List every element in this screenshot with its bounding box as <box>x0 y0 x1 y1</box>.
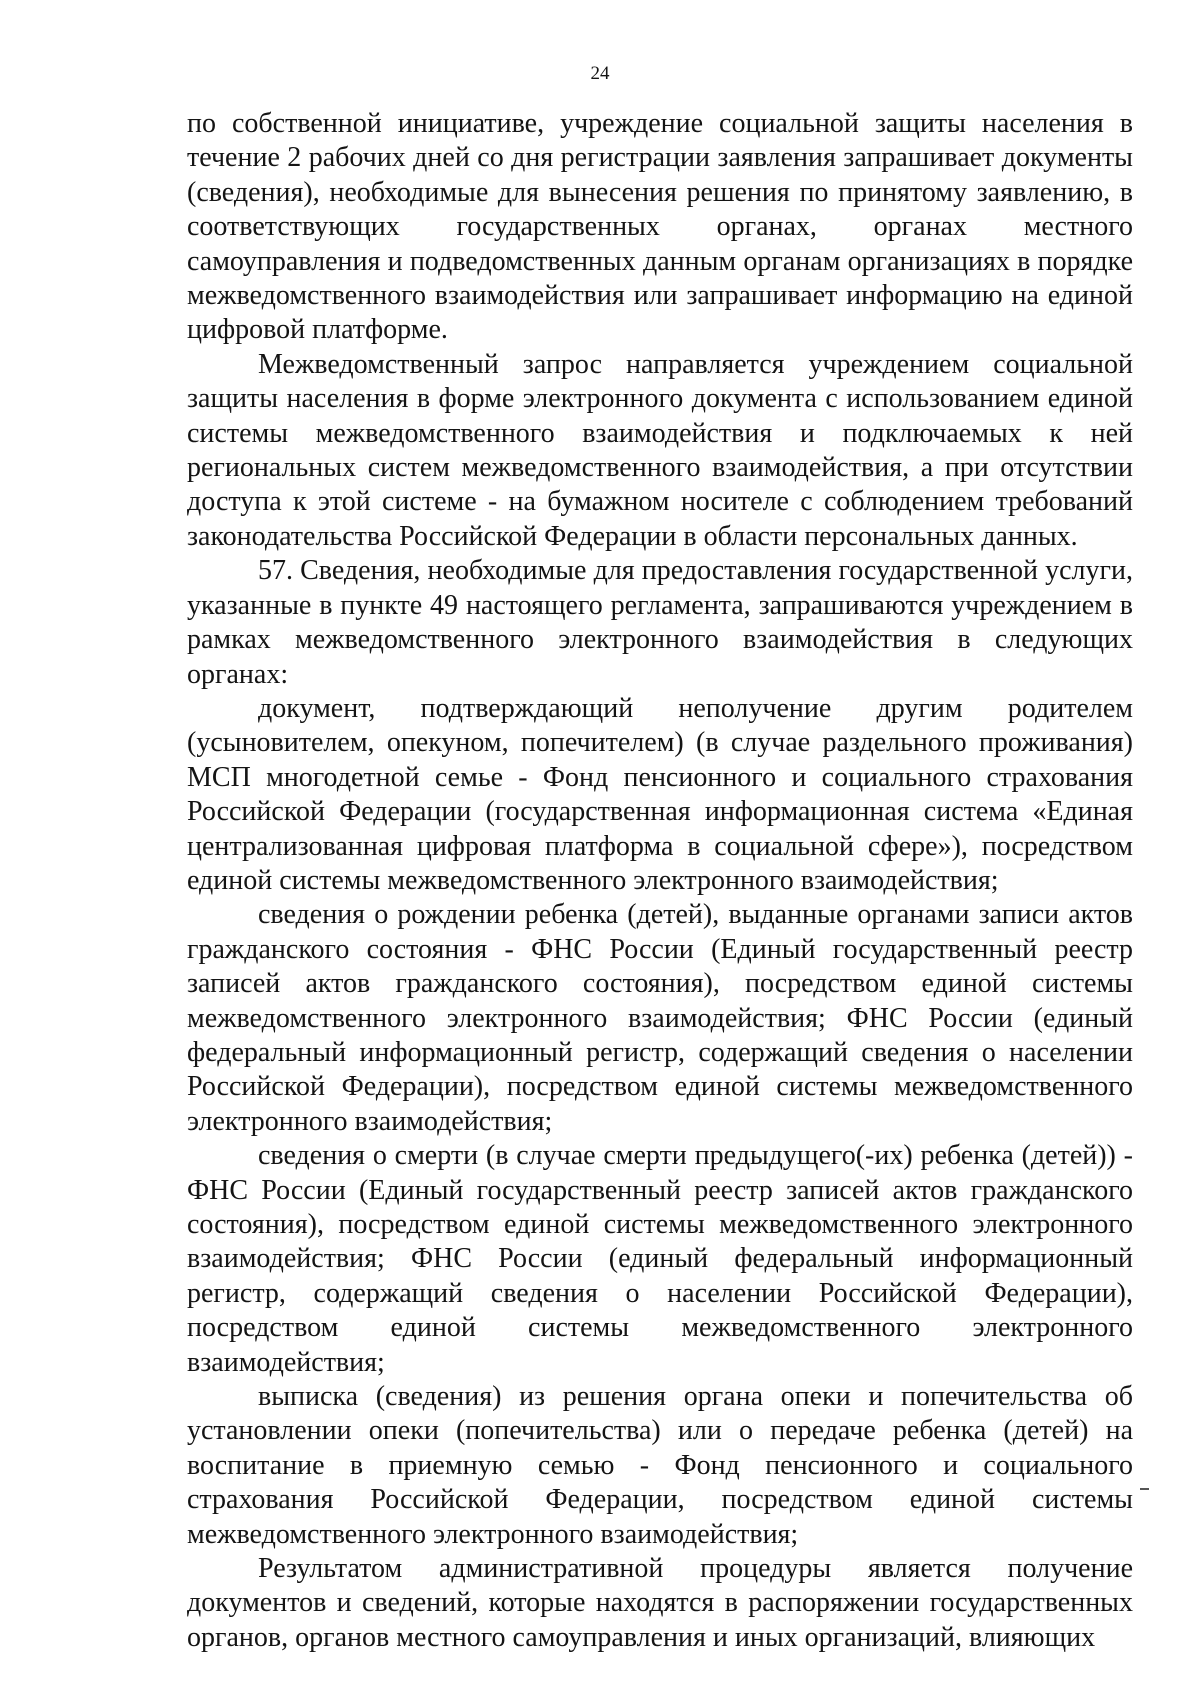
scan-mark <box>1140 1488 1149 1490</box>
paragraph-death-records: сведения о смерти (в случае смерти предыдущего(-их) ребенка (детей)) - ФНС России (Единый государственный реестр записей актов гражданского состояния), посредством единой системы межведомственного электронного взаимодействия; ФНС России (единый федеральный информационный регистр, содержащий сведения о населении Российской Федерации), посредством единой системы межведомственного электронного взаимодействия; <box>187 1140 1133 1378</box>
paragraph-clause-57: 57. Сведения, необходимые для предоставления государственной услуги, указанные в пункте 49 настоящего регламента, запрашиваются учреждением в рамках межведомственного электронного взаимодействия в следующих органах: <box>187 555 1133 690</box>
page-number: 24 <box>590 63 610 84</box>
paragraph-guardianship-extract: выписка (сведения) из решения органа опеки и попечительства об установлении опеки (попечительства) или о передаче ребенка (детей) на воспитание в приемную семью - Фонд пенсионного и социального страхования Российской Федерации, посредством единой системы межведомственного электронного взаимодействия; <box>187 1381 1133 1550</box>
document-body <box>187 107 1133 1655</box>
paragraph-initiative: по собственной инициативе, учреждение социальной защиты населения в течение 2 рабочих дней со дня регистрации заявления запрашивает документы (сведения), необходимые для вынесения решения по принятому заявлению, в соответствующих государственных органах, органах местного самоуправления и подведомственных данным органам организациях в порядке межведомственного взаимодействия или запрашивает информацию на единой цифровой платформе. <box>187 108 1133 346</box>
paragraph-non-receipt-document: документ, подтверждающий неполучение другим родителем (усыновителем, опекуном, попечителем) (в случае раздельного проживания) МСП многодетной семье - Фонд пенсионного и социального страхования Российской Федерации (государственная информационная система «Единая централизованная цифровая платформа в социальной сфере»), посредством единой системы межведомственного электронного взаимодействия; <box>187 692 1133 896</box>
paragraph-birth-records: сведения о рождении ребенка (детей), выданные органами записи актов гражданского состояния - ФНС России (Единый государственный реестр записей актов гражданского состояния), посредством единой системы межведомственного электронного взаимодействия; ФНС России (единый федеральный информационный регистр, содержащий сведения о населении Российской Федерации), посредством единой системы межведомственного электронного взаимодействия; <box>187 899 1133 1137</box>
paragraph-procedure-result: Результатом административной процедуры является получение документов и сведений, которые находятся в распоряжении государственных органов, органов местного самоуправления и иных организаций, влияющих <box>187 1553 1133 1653</box>
paragraph-interagency-request: Межведомственный запрос направляется учреждением социальной защиты населения в форме электронного документа с использованием единой системы межведомственного взаимодействия и подключаемых к ней региональных систем межведомственного взаимодействия, а при отсутствии доступа к этой системе - на бумажном носителе с соблюдением требований законодательства Российской Федерации в области персональных данных. <box>187 348 1133 552</box>
